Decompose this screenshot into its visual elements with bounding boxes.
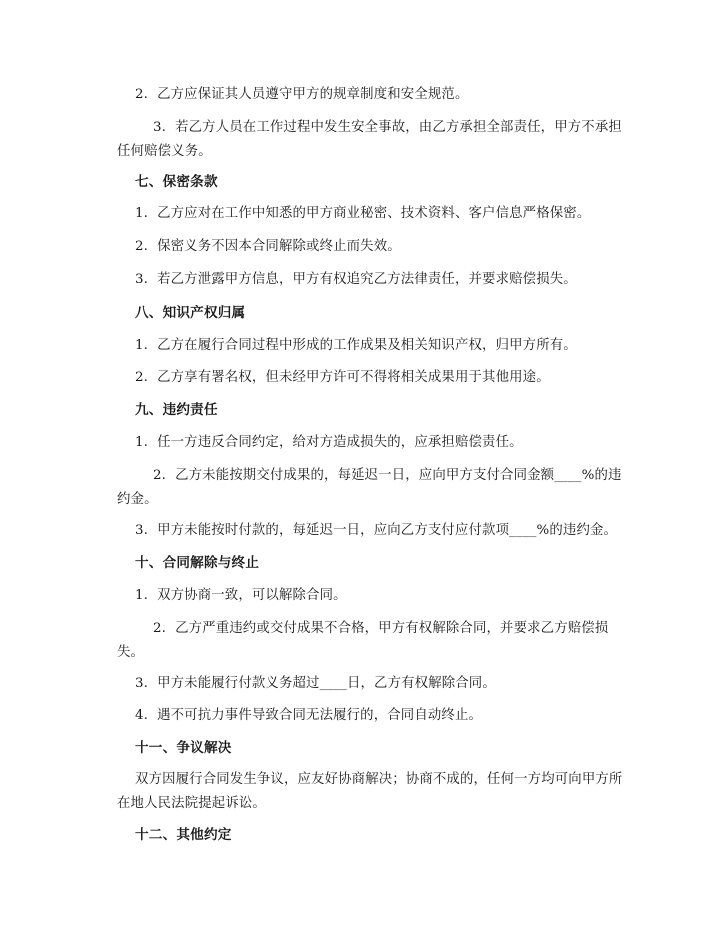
clause-number: 1. bbox=[135, 588, 149, 603]
clause-text: 甲方未能履行付款义务超过____日，乙方有权解除合同。 bbox=[157, 676, 496, 691]
clause-7-1 bbox=[135, 202, 625, 226]
dispute-resolution-paragraph: 双方因履行合同发生争议，应友好协商解决；协商不成的，任何一方均可向甲方所在地人民法院提起诉讼。 bbox=[117, 772, 623, 811]
clause-number: 1. bbox=[135, 206, 149, 221]
clause-6-3 bbox=[117, 116, 623, 164]
section-heading-9: 九、违约责任 bbox=[135, 402, 218, 418]
clause-number: 2. bbox=[153, 621, 167, 636]
clause-text: 乙方在履行合同过程中形成的工作成果及相关知识产权，归甲方所有。 bbox=[157, 338, 577, 353]
clause-8-2 bbox=[135, 366, 625, 390]
clause-number: 4. bbox=[135, 708, 149, 723]
section-heading-12: 十二、其他约定 bbox=[135, 827, 232, 843]
section-heading-8: 八、知识产权归属 bbox=[135, 305, 246, 321]
clause-number: 1. bbox=[135, 338, 149, 353]
clause-6-2 bbox=[135, 83, 625, 107]
clause-text: 双方协商一致，可以解除合同。 bbox=[157, 588, 347, 603]
clause-number: 2. bbox=[135, 87, 149, 102]
clause-number: 1. bbox=[135, 435, 149, 450]
clause-text: 乙方应对在工作中知悉的甲方商业秘密、技术资料、客户信息严格保密。 bbox=[157, 206, 591, 221]
clause-9-1 bbox=[135, 431, 625, 455]
clause-number: 2. bbox=[135, 370, 149, 385]
clause-text: 乙方未能按期交付成果的，每延迟一日，应向甲方支付合同金额____%的违约金。 bbox=[117, 468, 622, 507]
section-heading-7: 七、保密条款 bbox=[135, 174, 218, 190]
clause-9-3 bbox=[135, 519, 635, 543]
clause-10-1 bbox=[135, 584, 625, 608]
clause-8-1 bbox=[135, 334, 625, 358]
clause-number: 3. bbox=[135, 272, 149, 287]
clause-10-3 bbox=[135, 672, 625, 696]
clause-number: 3. bbox=[153, 120, 167, 135]
clause-text: 若乙方泄露甲方信息，甲方有权追究乙方法律责任，并要求赔偿损失。 bbox=[157, 272, 577, 287]
clause-number: 2. bbox=[135, 239, 149, 254]
clause-number: 2. bbox=[153, 468, 167, 483]
clause-7-2 bbox=[135, 235, 625, 259]
section-heading-10: 十、合同解除与终止 bbox=[135, 555, 260, 571]
clause-text: 若乙方人员在工作过程中发生安全事故，由乙方承担全部责任，甲方不承担任何赔偿义务。 bbox=[117, 120, 622, 159]
clause-text: 任一方违反合同约定，给对方造成损失的，应承担赔偿责任。 bbox=[157, 435, 523, 450]
section-heading-11: 十一、争议解决 bbox=[135, 740, 232, 756]
clause-7-3 bbox=[135, 268, 625, 292]
clause-number: 3. bbox=[135, 523, 149, 538]
clause-text: 乙方享有署名权，但未经甲方许可不得将相关成果用于其他用途。 bbox=[157, 370, 550, 385]
clause-text: 乙方应保证其人员遵守甲方的规章制度和安全规范。 bbox=[157, 87, 469, 102]
clause-text: 甲方未能按时付款的，每延迟一日，应向乙方支付应付款项____%的违约金。 bbox=[157, 523, 618, 538]
clause-9-2 bbox=[117, 464, 623, 512]
clause-number: 3. bbox=[135, 676, 149, 691]
clause-text: 保密义务不因本合同解除或终止而失效。 bbox=[157, 239, 401, 254]
clause-10-4 bbox=[135, 704, 625, 728]
clause-10-2 bbox=[117, 617, 623, 665]
clause-text: 乙方严重违约或交付成果不合格，甲方有权解除合同，并要求乙方赔偿损失。 bbox=[117, 621, 609, 660]
clause-text: 遇不可抗力事件导致合同无法履行的，合同自动终止。 bbox=[157, 708, 483, 723]
